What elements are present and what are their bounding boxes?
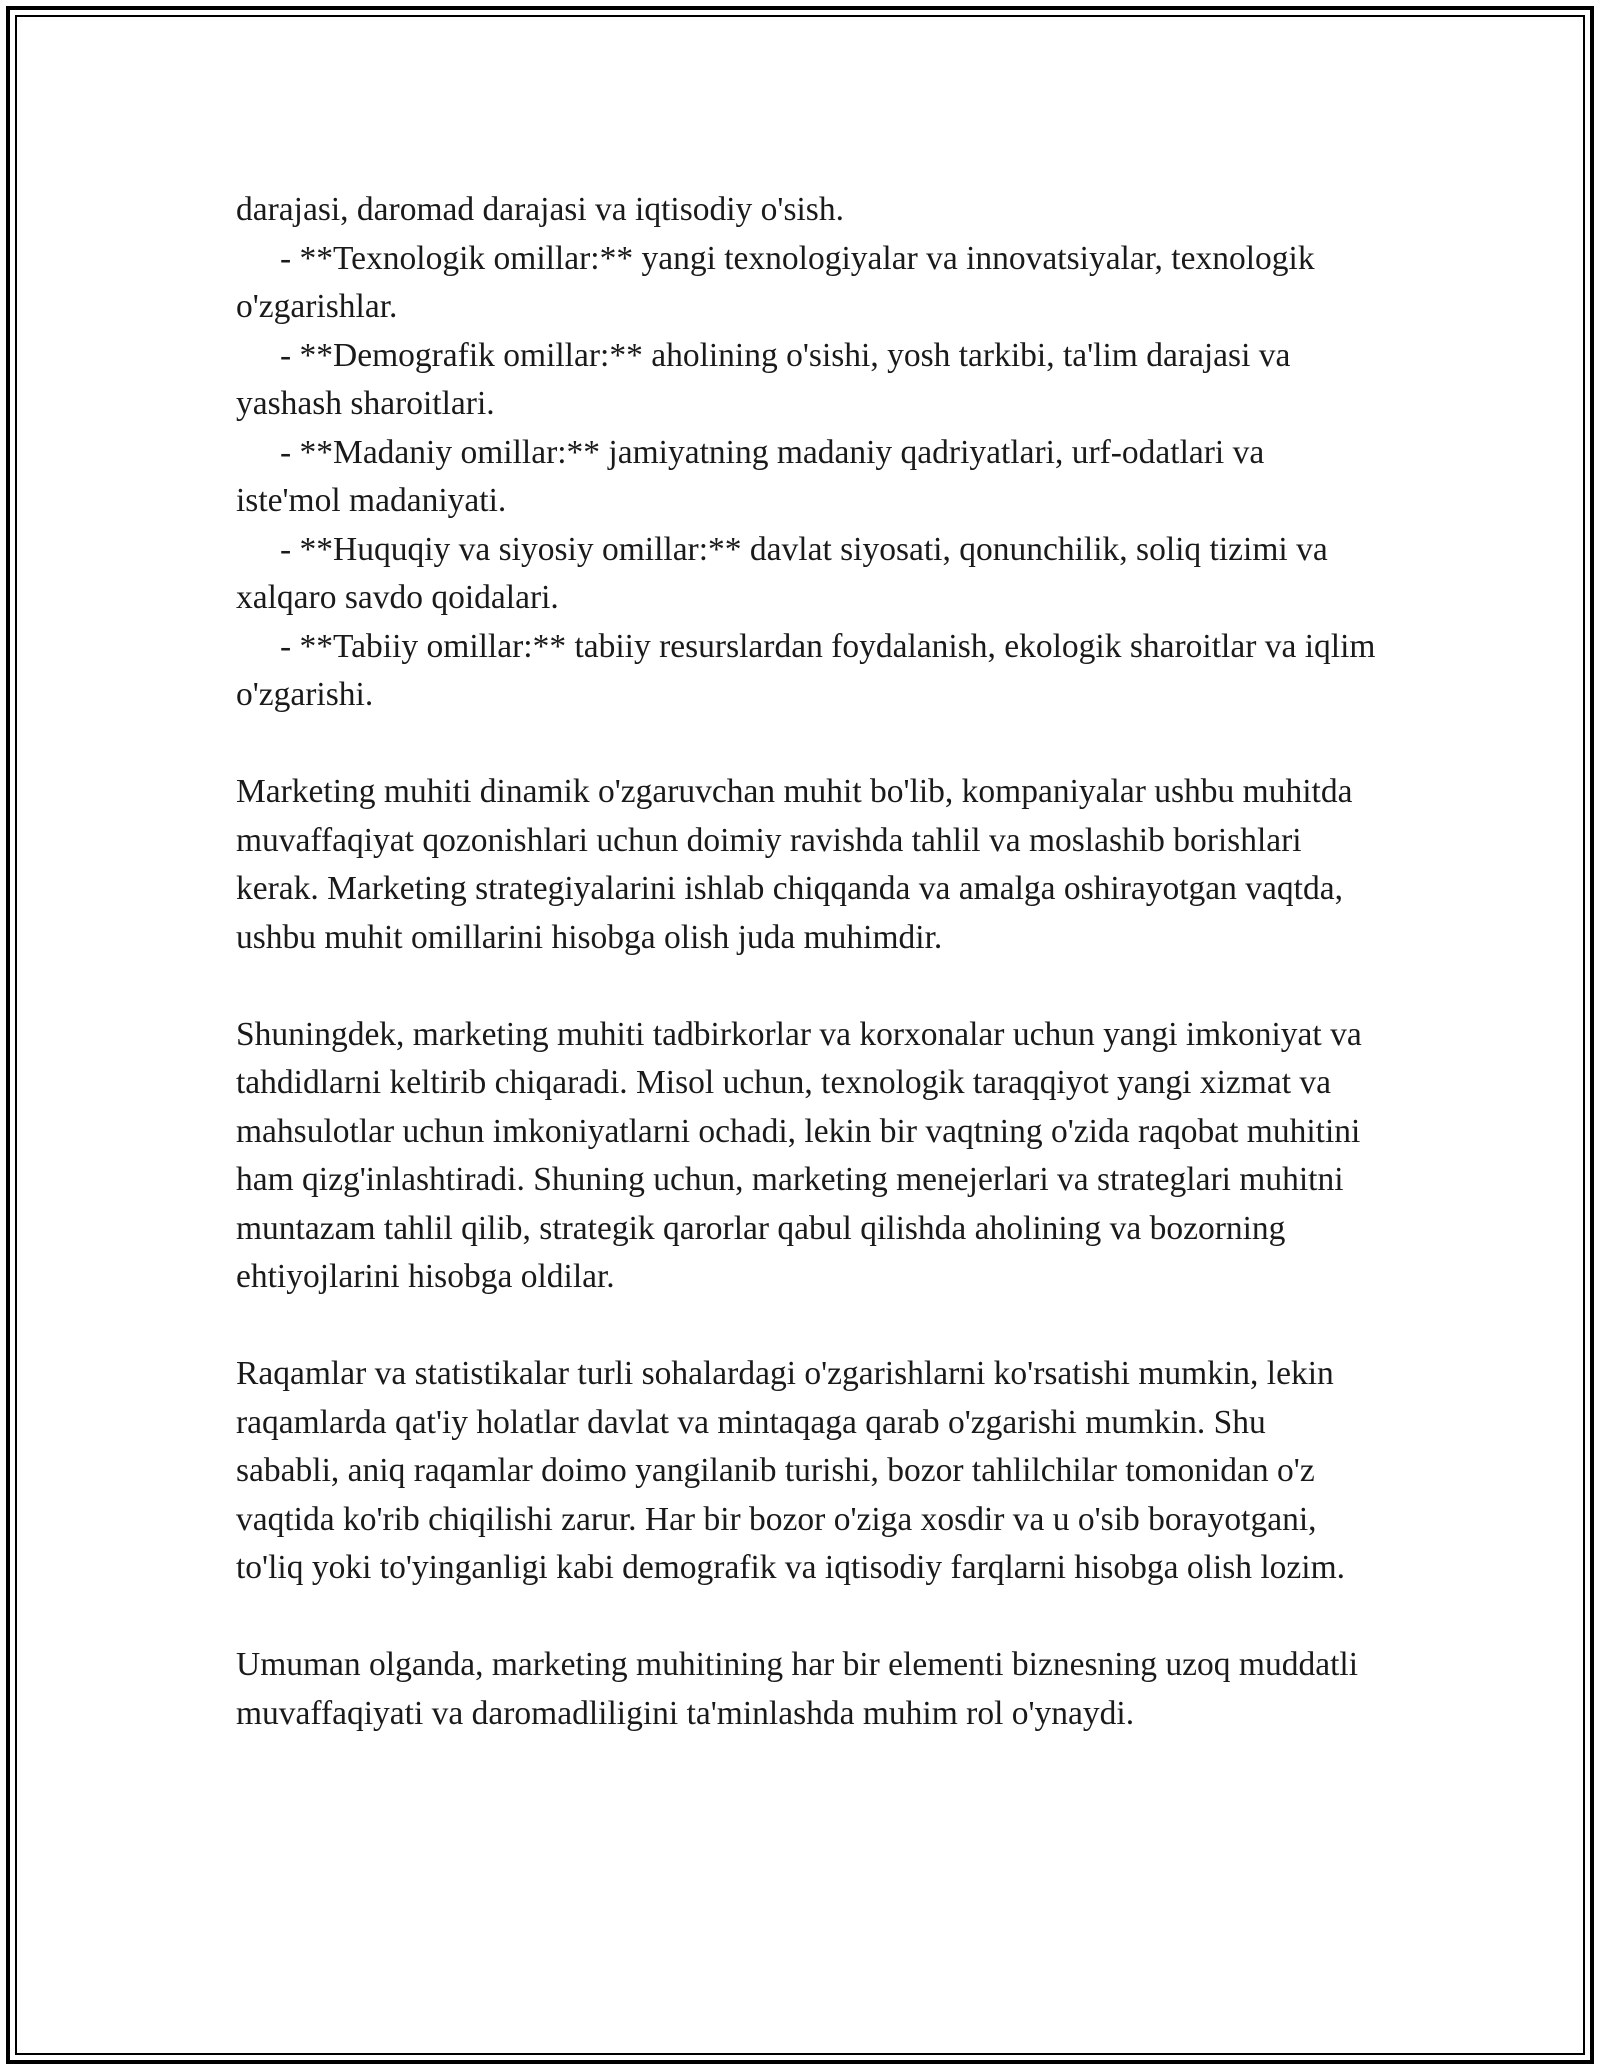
paragraph-umuman: Umuman olganda, marketing muhitining har bir elementi biznesning uzoq muddatli muvaffaqiyati va daromadliligini ta'minlashda muhim rol o'ynaydi. bbox=[236, 1646, 1359, 1732]
list-item-demografik: - **Demografik omillar:** aholining o'sishi, yosh tarkibi, ta'lim darajasi va yashash sharoitlari. bbox=[236, 336, 1291, 422]
paragraph-spacer bbox=[236, 962, 1376, 1011]
paragraph-raqamlar: Raqamlar va statistikalar turli sohalardagi o'zgarishlarni ko'rsatishi mumkin, lekin raqamlarda qat'iy holatlar davlat va mintaqaga qarab o'zgarishi mumkin. Shu sababli, aniq raqamlar doimo yangilanib turishi, bozor tahlilchilar tomonidan o'z vaqtida ko'rib chiqilishi zarur. Har bir bozor o'ziga xosdir va u o'sib borayotgani, to'liq yoki to'yinganligi kabi demografik va iqtisodiy farqlarni hisobga olish lozim. bbox=[236, 1355, 1346, 1586]
list-item-texnologik: - **Texnologik omillar:** yangi texnologiyalar va innovatsiyalar, texnologik o'zgarishlar. bbox=[236, 239, 1315, 325]
paragraph-spacer bbox=[236, 720, 1376, 769]
paragraph-shuningdek: Shuningdek, marketing muhiti tadbirkorlar va korxonalar uchun yangi imkoniyat va tahdidlarni keltirib chiqaradi. Misol uchun, texnologik taraqqiyot yangi xizmat va mahsulotlar uchun imkoniyatlarni ochadi, lekin bir vaqtning o'zida raqobat muhitini ham qizg'inlashtiradi. Shuning uchun, marketing menejerlari va strateglari muhitni muntazam tahlil qilib, strategik qarorlar qabul qilishda aholining va bozorning ehtiyojlarini hisobga oldilar. bbox=[236, 1015, 1362, 1295]
paragraph-marketing-muhiti: Marketing muhiti dinamik o'zgaruvchan muhit bo'lib, kompaniyalar ushbu muhitda muvaffaqiyat qozonishlari uchun doimiy ravishda tahlil va moslashib borishlari kerak. Marketing strategiyalarini ishlab chiqqanda va amalga oshirayotgan vaqtda, ushbu muhit omillarini hisobga olish juda muhimdir. bbox=[236, 773, 1353, 956]
list-item-madaniy: - **Madaniy omillar:** jamiyatning madaniy qadriyatlari, urf-odatlari va iste'mol madaniyati. bbox=[236, 433, 1265, 519]
continuation-text: darajasi, daromad darajasi va iqtisodiy o'sish. bbox=[236, 191, 844, 228]
document-body bbox=[236, 186, 1376, 1738]
list-item-tabiiy: - **Tabiiy omillar:** tabiiy resurslardan foydalanish, ekologik sharoitlar va iqlim o'zgarishi. bbox=[236, 627, 1376, 713]
paragraph-spacer bbox=[236, 1302, 1376, 1351]
paragraph-spacer bbox=[236, 1593, 1376, 1642]
list-item-huquqiy: - **Huquqiy va siyosiy omillar:** davlat siyosati, qonunchilik, soliq tizimi va xalqaro savdo qoidalari. bbox=[236, 530, 1328, 616]
